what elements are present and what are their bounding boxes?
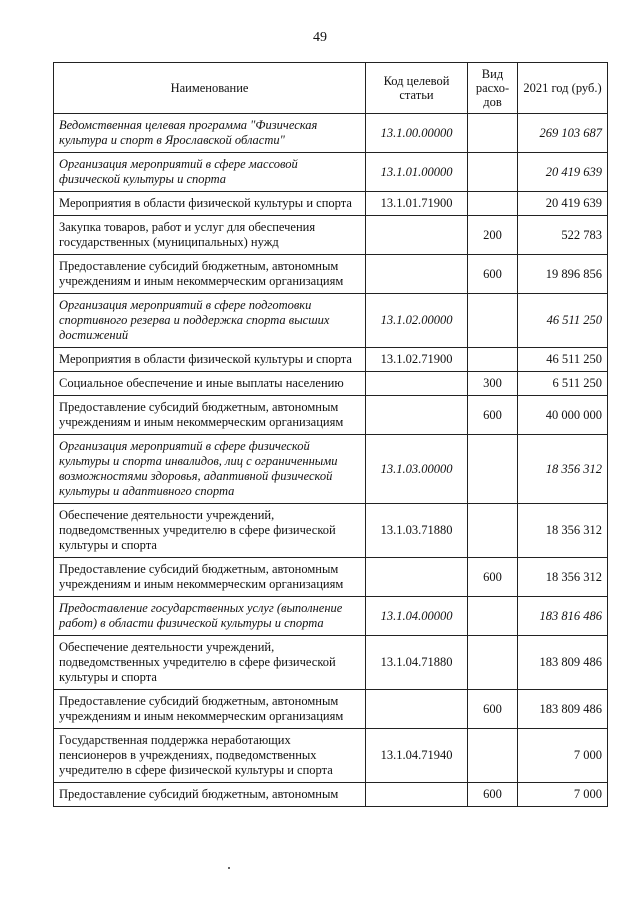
cell-code: 13.1.02.00000 xyxy=(366,294,468,348)
cell-code xyxy=(366,396,468,435)
table-row xyxy=(54,558,608,597)
cell-type: 600 xyxy=(468,558,518,597)
cell-type: 300 xyxy=(468,372,518,396)
table-header xyxy=(54,63,608,114)
cell-code: 13.1.01.00000 xyxy=(366,153,468,192)
cell-name: Государственная поддержка неработающих пенсионеров в учреждениях, подведомственных учредителю в сфере физической культуры и спорта xyxy=(54,729,366,783)
cell-name: Предоставление субсидий бюджетным, автономным учреждениям и иным некоммерческим организациям xyxy=(54,396,366,435)
cell-name: Обеспечение деятельности учреждений, подведомственных учредителю в сфере физической культуры и спорта xyxy=(54,636,366,690)
cell-name: Предоставление субсидий бюджетным, автономным учреждениям и иным некоммерческим организациям xyxy=(54,558,366,597)
cell-code xyxy=(366,216,468,255)
cell-name: Организация мероприятий в сфере подготовки спортивного резерва и поддержка спорта высших достижений xyxy=(54,294,366,348)
cell-type xyxy=(468,294,518,348)
table-row-program xyxy=(54,435,608,504)
cell-name: Ведомственная целевая программа "Физическая культура и спорт в Ярославской области" xyxy=(54,114,366,153)
cell-code xyxy=(366,372,468,396)
cell-type xyxy=(468,192,518,216)
cell-amount: 7 000 xyxy=(518,729,608,783)
cell-code xyxy=(366,690,468,729)
cell-amount: 18 356 312 xyxy=(518,558,608,597)
table-row xyxy=(54,192,608,216)
table-row xyxy=(54,372,608,396)
table-row-program xyxy=(54,153,608,192)
cell-type: 600 xyxy=(468,690,518,729)
cell-amount: 7 000 xyxy=(518,783,608,807)
cell-amount: 183 809 486 xyxy=(518,690,608,729)
cell-name: Организация мероприятий в сфере массовой физической культуры и спорта xyxy=(54,153,366,192)
cell-amount: 19 896 856 xyxy=(518,255,608,294)
cell-code xyxy=(366,255,468,294)
cell-amount: 20 419 639 xyxy=(518,192,608,216)
cell-code: 13.1.04.00000 xyxy=(366,597,468,636)
cell-name: Обеспечение деятельности учреждений, подведомственных учредителю в сфере физической культуры и спорта xyxy=(54,504,366,558)
table-row xyxy=(54,504,608,558)
cell-amount: 522 783 xyxy=(518,216,608,255)
cell-type: 600 xyxy=(468,255,518,294)
table-row xyxy=(54,729,608,783)
header-code: Код целевой статьи xyxy=(366,63,468,114)
cell-code xyxy=(366,783,468,807)
cell-amount: 46 511 250 xyxy=(518,348,608,372)
header-row xyxy=(54,63,608,114)
cell-type xyxy=(468,435,518,504)
cell-type: 600 xyxy=(468,783,518,807)
cell-type: 600 xyxy=(468,396,518,435)
cell-name: Предоставление субсидий бюджетным, автономным учреждениям и иным некоммерческим организациям xyxy=(54,690,366,729)
cell-code: 13.1.04.71880 xyxy=(366,636,468,690)
scan-speck xyxy=(228,867,230,869)
cell-amount: 183 809 486 xyxy=(518,636,608,690)
cell-name: Организация мероприятий в сфере физической культуры и спорта инвалидов, лиц с ограниченными возможностями здоровья, адаптивной физической культуры и адаптивного спорта xyxy=(54,435,366,504)
cell-type: 200 xyxy=(468,216,518,255)
cell-name: Социальное обеспечение и иные выплаты населению xyxy=(54,372,366,396)
cell-type xyxy=(468,729,518,783)
cell-amount: 269 103 687 xyxy=(518,114,608,153)
table-row xyxy=(54,783,608,807)
cell-code: 13.1.02.71900 xyxy=(366,348,468,372)
cell-code: 13.1.03.00000 xyxy=(366,435,468,504)
cell-amount: 40 000 000 xyxy=(518,396,608,435)
table-row xyxy=(54,690,608,729)
cell-type xyxy=(468,597,518,636)
cell-code: 13.1.04.71940 xyxy=(366,729,468,783)
cell-name: Предоставление субсидий бюджетным, автономным xyxy=(54,783,366,807)
cell-code: 13.1.03.71880 xyxy=(366,504,468,558)
cell-name: Предоставление субсидий бюджетным, автономным учреждениям и иным некоммерческим организациям xyxy=(54,255,366,294)
cell-name: Мероприятия в области физической культуры и спорта xyxy=(54,348,366,372)
cell-amount: 18 356 312 xyxy=(518,435,608,504)
table-row xyxy=(54,396,608,435)
cell-name: Предоставление государственных услуг (выполнение работ) в области физической культуры и спорта xyxy=(54,597,366,636)
cell-type xyxy=(468,636,518,690)
table-row xyxy=(54,216,608,255)
header-type: Вид расхо-дов xyxy=(468,63,518,114)
cell-type xyxy=(468,348,518,372)
cell-type xyxy=(468,114,518,153)
cell-code: 13.1.00.00000 xyxy=(366,114,468,153)
cell-amount: 183 816 486 xyxy=(518,597,608,636)
cell-code: 13.1.01.71900 xyxy=(366,192,468,216)
table-row xyxy=(54,636,608,690)
table-row-program xyxy=(54,597,608,636)
cell-type xyxy=(468,153,518,192)
header-amount: 2021 год (руб.) xyxy=(518,63,608,114)
table-row-program xyxy=(54,114,608,153)
header-name: Наименование xyxy=(54,63,366,114)
cell-type xyxy=(468,504,518,558)
table-row-program xyxy=(54,294,608,348)
cell-name: Мероприятия в области физической культуры и спорта xyxy=(54,192,366,216)
cell-amount: 6 511 250 xyxy=(518,372,608,396)
cell-amount: 46 511 250 xyxy=(518,294,608,348)
page-number: 49 xyxy=(313,30,327,45)
cell-amount: 18 356 312 xyxy=(518,504,608,558)
table-row xyxy=(54,255,608,294)
cell-amount: 20 419 639 xyxy=(518,153,608,192)
cell-code xyxy=(366,558,468,597)
cell-name: Закупка товаров, работ и услуг для обеспечения государственных (муниципальных) нужд xyxy=(54,216,366,255)
budget-table xyxy=(53,62,608,807)
table-row xyxy=(54,348,608,372)
table-body xyxy=(54,114,608,807)
